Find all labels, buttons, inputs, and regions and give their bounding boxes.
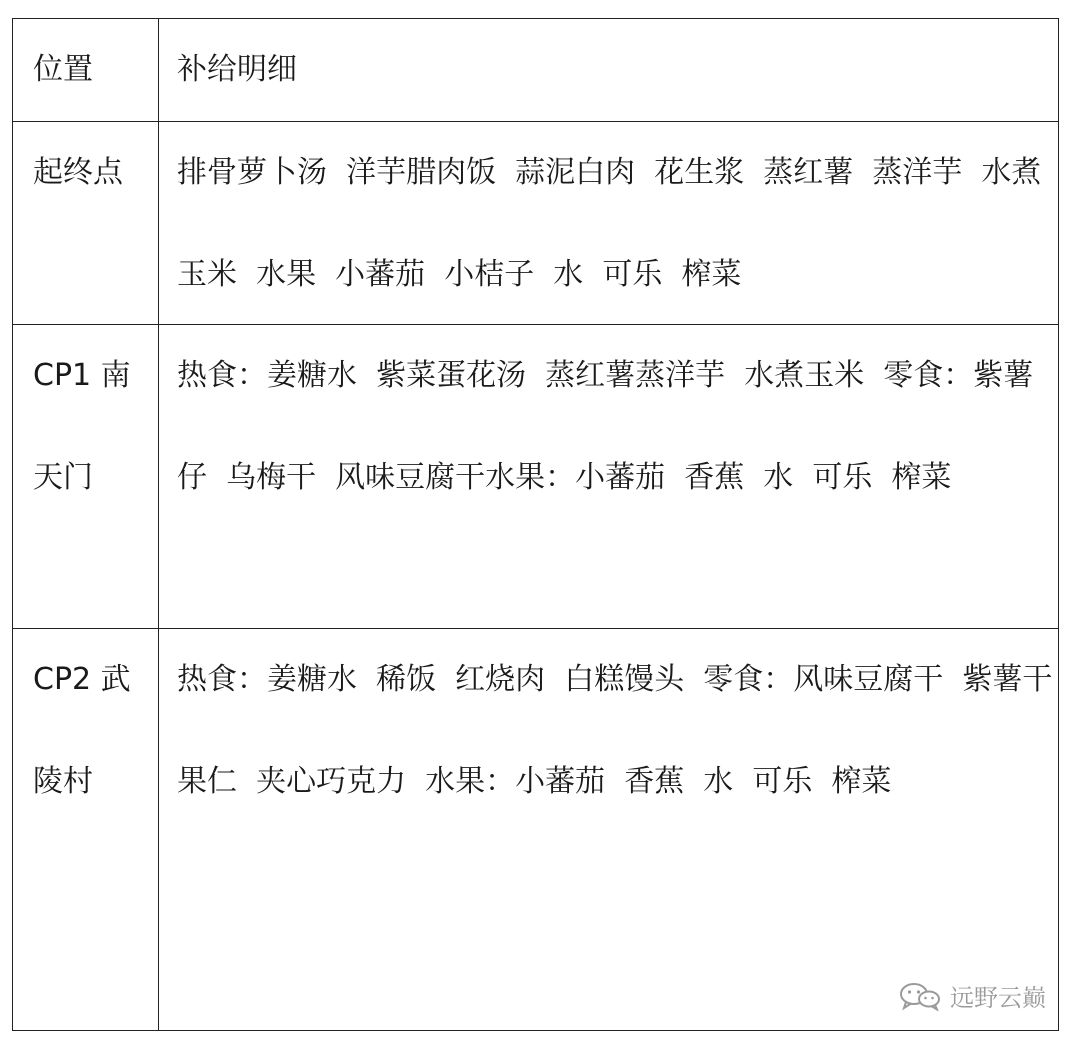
row-position: CP2 武陵村 — [33, 662, 131, 799]
row-position: CP1 南天门 — [33, 358, 131, 495]
row-details: 热食：姜糖水 紫菜蛋花汤 蒸红薯蒸洋芋 水煮玉米 零食：紫薯仔 乌梅干 风味豆腐干水果：小蕃茄 香蕉 水 可乐 榨菜 — [177, 358, 1034, 495]
row-details: 排骨萝卜汤 洋芋腊肉饭 蒜泥白肉 花生浆 蒸红薯 蒸洋芋 水煮玉米 水果 小蕃茄 小桔子 水 可乐 榨菜 — [177, 155, 1042, 292]
table-row — [13, 325, 1058, 629]
table-row — [13, 629, 1058, 1030]
column-divider — [158, 629, 159, 1030]
header-details: 补给明细 — [177, 52, 297, 87]
wechat-icon — [898, 981, 942, 1011]
row-position: 起终点 — [33, 155, 123, 190]
column-divider — [158, 325, 159, 628]
watermark — [898, 978, 1046, 1013]
watermark-text: 远野云巅 — [950, 984, 1046, 1012]
supply-table — [12, 18, 1059, 1031]
table-header-row — [13, 19, 1058, 122]
row-details: 热食：姜糖水 稀饭 红烧肉 白糕馒头 零食：风味豆腐干 紫薯干果仁 夹心巧克力 水果：小蕃茄 香蕉 水 可乐 榨菜 — [177, 662, 1053, 799]
column-divider — [158, 19, 159, 121]
header-position: 位置 — [33, 52, 93, 87]
table-row — [13, 122, 1058, 325]
column-divider — [158, 122, 159, 324]
